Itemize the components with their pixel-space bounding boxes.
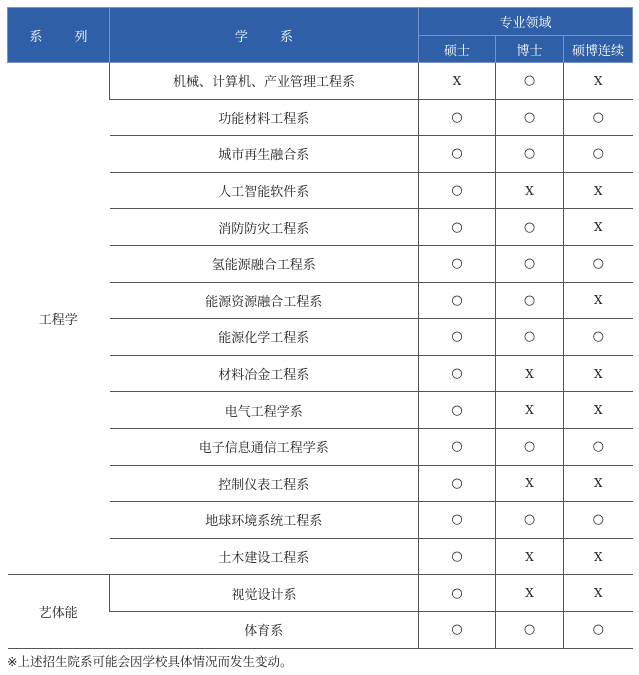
department-cell: 城市再生融合系 xyxy=(110,136,419,173)
combined-cell: X xyxy=(564,172,633,209)
doctor-cell: ○ xyxy=(496,245,564,282)
department-cell: 控制仪表工程系 xyxy=(110,465,419,502)
doctor-cell: X xyxy=(496,392,564,429)
table-body xyxy=(8,63,633,649)
department-header: 学 系 xyxy=(110,8,419,63)
department-cell: 电气工程学系 xyxy=(110,392,419,429)
master-cell: ○ xyxy=(419,282,496,319)
combined-cell: ○ xyxy=(564,319,633,356)
master-cell: ○ xyxy=(419,465,496,502)
combined-cell: X xyxy=(564,63,633,100)
combined-cell: X xyxy=(564,575,633,612)
combined-cell: X xyxy=(564,355,633,392)
doctor-header: 博士 xyxy=(496,36,564,63)
doctor-cell: ○ xyxy=(496,428,564,465)
department-cell: 能源化学工程系 xyxy=(110,319,419,356)
department-cell: 能源资源融合工程系 xyxy=(110,282,419,319)
master-cell: ○ xyxy=(419,319,496,356)
master-cell: ○ xyxy=(419,209,496,246)
department-cell: 消防防灾工程系 xyxy=(110,209,419,246)
combined-cell: X xyxy=(564,209,633,246)
department-cell: 材料冶金工程系 xyxy=(110,355,419,392)
master-cell: ○ xyxy=(419,245,496,282)
doctor-cell: ○ xyxy=(496,63,564,100)
combined-cell: ○ xyxy=(564,502,633,539)
combined-cell: ○ xyxy=(564,428,633,465)
department-cell: 体育系 xyxy=(110,611,419,648)
department-cell: 氢能源融合工程系 xyxy=(110,245,419,282)
master-cell: ○ xyxy=(419,611,496,648)
series-cell: 艺体能 xyxy=(8,575,110,648)
department-cell: 土木建设工程系 xyxy=(110,538,419,575)
combined-cell: ○ xyxy=(564,245,633,282)
master-cell: ○ xyxy=(419,538,496,575)
doctor-cell: ○ xyxy=(496,502,564,539)
doctor-cell: ○ xyxy=(496,136,564,173)
doctor-cell: ○ xyxy=(496,611,564,648)
series-header: 系 列 xyxy=(8,8,110,63)
department-cell: 人工智能软件系 xyxy=(110,172,419,209)
master-cell: X xyxy=(419,63,496,100)
doctor-cell: X xyxy=(496,355,564,392)
series-cell: 工程学 xyxy=(8,63,110,575)
master-cell: ○ xyxy=(419,136,496,173)
master-header: 硕士 xyxy=(419,36,496,63)
doctor-cell: ○ xyxy=(496,99,564,136)
master-cell: ○ xyxy=(419,502,496,539)
doctor-cell: X xyxy=(496,575,564,612)
department-cell: 视觉设计系 xyxy=(110,575,419,612)
doctor-cell: X xyxy=(496,465,564,502)
combined-cell: ○ xyxy=(564,99,633,136)
field-header: 专业领域 xyxy=(419,8,633,36)
master-cell: ○ xyxy=(419,392,496,429)
combined-cell: X xyxy=(564,465,633,502)
master-cell: ○ xyxy=(419,428,496,465)
master-cell: ○ xyxy=(419,172,496,209)
department-cell: 机械、计算机、产业管理工程系 xyxy=(110,63,419,100)
doctor-cell: ○ xyxy=(496,319,564,356)
programs-table xyxy=(7,7,633,649)
combined-cell: ○ xyxy=(564,136,633,173)
table-row xyxy=(8,63,633,100)
combined-cell: X xyxy=(564,282,633,319)
footnote: ※上述招生院系可能会因学校具体情况而发生变动。 xyxy=(7,654,293,669)
department-cell: 地球环境系统工程系 xyxy=(110,502,419,539)
master-cell: ○ xyxy=(419,355,496,392)
department-cell: 电子信息通信工程学系 xyxy=(110,428,419,465)
master-cell: ○ xyxy=(419,99,496,136)
combined-cell: ○ xyxy=(564,611,633,648)
combined-cell: X xyxy=(564,538,633,575)
doctor-cell: ○ xyxy=(496,282,564,319)
department-cell: 功能材料工程系 xyxy=(110,99,419,136)
combined-header: 硕博连续 xyxy=(564,36,633,63)
doctor-cell: ○ xyxy=(496,209,564,246)
doctor-cell: X xyxy=(496,538,564,575)
combined-cell: X xyxy=(564,392,633,429)
table-row xyxy=(8,575,633,612)
master-cell: ○ xyxy=(419,575,496,612)
doctor-cell: X xyxy=(496,172,564,209)
